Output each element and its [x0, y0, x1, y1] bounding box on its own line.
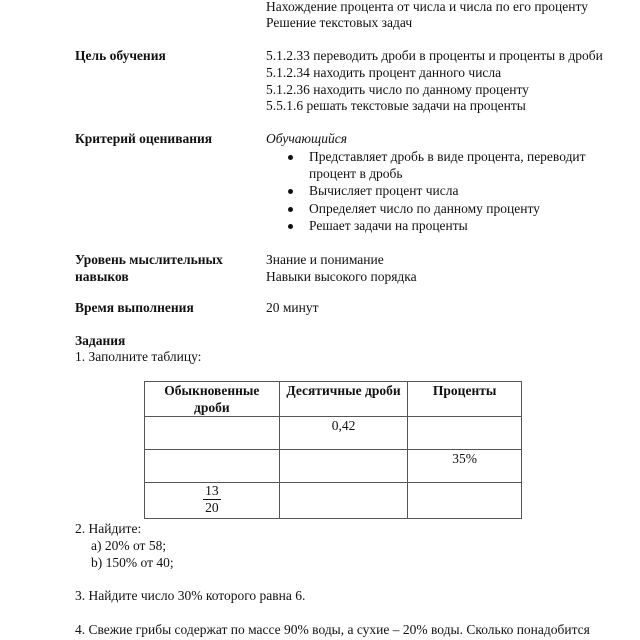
task-2b: b) 150% от 40;: [91, 555, 174, 570]
task-3: 3. Найдите число 30% которого равна 6.: [75, 588, 306, 603]
thinking-label: навыков: [75, 269, 129, 284]
thinking-item: Знание и понимание: [266, 252, 384, 267]
goal-label: Цель обучения: [75, 48, 166, 63]
task-2: 2. Найдите:: [75, 521, 142, 536]
table-cell[interactable]: [145, 483, 280, 519]
criteria-item: Определяет число по данному проценту: [309, 201, 540, 216]
time-label: Время выполнения: [75, 300, 194, 315]
criteria-item: Решает задачи на проценты: [309, 218, 468, 233]
numerator: 13: [205, 483, 219, 498]
table-row: [145, 450, 522, 483]
thinking-item: Навыки высокого порядка: [266, 269, 417, 284]
header-decimal-fractions: Десятичные дроби: [279, 382, 408, 417]
bullet-icon: [288, 224, 293, 229]
topic-line: Нахождение процента от числа и числа по его проценту: [266, 0, 588, 14]
goal-item: 5.1.2.36 находить число по данному проценту: [266, 82, 529, 97]
time-value: 20 минут: [266, 300, 319, 315]
goal-item: 5.5.1.6 решать текстовые задачи на проценты: [266, 98, 526, 113]
header-common-fractions: Обыкновенные дроби: [145, 382, 280, 417]
bullet-icon: [288, 207, 293, 212]
goal-item: 5.1.2.34 находить процент данного числа: [266, 65, 502, 80]
thinking-label: Уровень мыслительных: [75, 252, 223, 267]
goal-item: 5.1.2.33 переводить дроби в проценты и проценты в дроби: [266, 48, 603, 63]
table-cell[interactable]: [145, 450, 280, 483]
bullet-icon: [288, 189, 293, 194]
criteria-item: Представляет дробь в виде процента, переводит: [309, 149, 586, 164]
table-header-row: [145, 382, 522, 417]
table-cell[interactable]: 35%: [408, 450, 522, 483]
criteria-label: Критерий оценивания: [75, 131, 213, 146]
task-4: 4. Свежие грибы содержат по массе 90% воды, а сухие – 20% воды. Сколько понадобится: [75, 622, 590, 637]
table-cell[interactable]: [145, 417, 280, 450]
criteria-item: Вычисляет процент числа: [309, 183, 459, 198]
table-cell[interactable]: 0,42: [279, 417, 408, 450]
bullet-icon: [288, 155, 293, 160]
table-row: [145, 417, 522, 450]
criteria-item: процент в дробь: [309, 166, 403, 181]
table-row: [145, 483, 522, 519]
criteria-intro: Обучающийся: [266, 131, 348, 146]
fraction: [203, 483, 221, 516]
table-cell[interactable]: [279, 483, 408, 519]
table-cell[interactable]: [408, 417, 522, 450]
conversion-table: [144, 381, 522, 519]
denominator: 20: [205, 500, 219, 515]
task-1: 1. Заполните таблицу:: [75, 349, 202, 364]
task-2a: a) 20% от 58;: [91, 538, 167, 553]
header-percents: Проценты: [408, 382, 522, 417]
table-cell[interactable]: [279, 450, 408, 483]
table-cell[interactable]: [408, 483, 522, 519]
tasks-heading: Задания: [75, 333, 126, 348]
topic-line: Решение текстовых задач: [266, 15, 413, 30]
